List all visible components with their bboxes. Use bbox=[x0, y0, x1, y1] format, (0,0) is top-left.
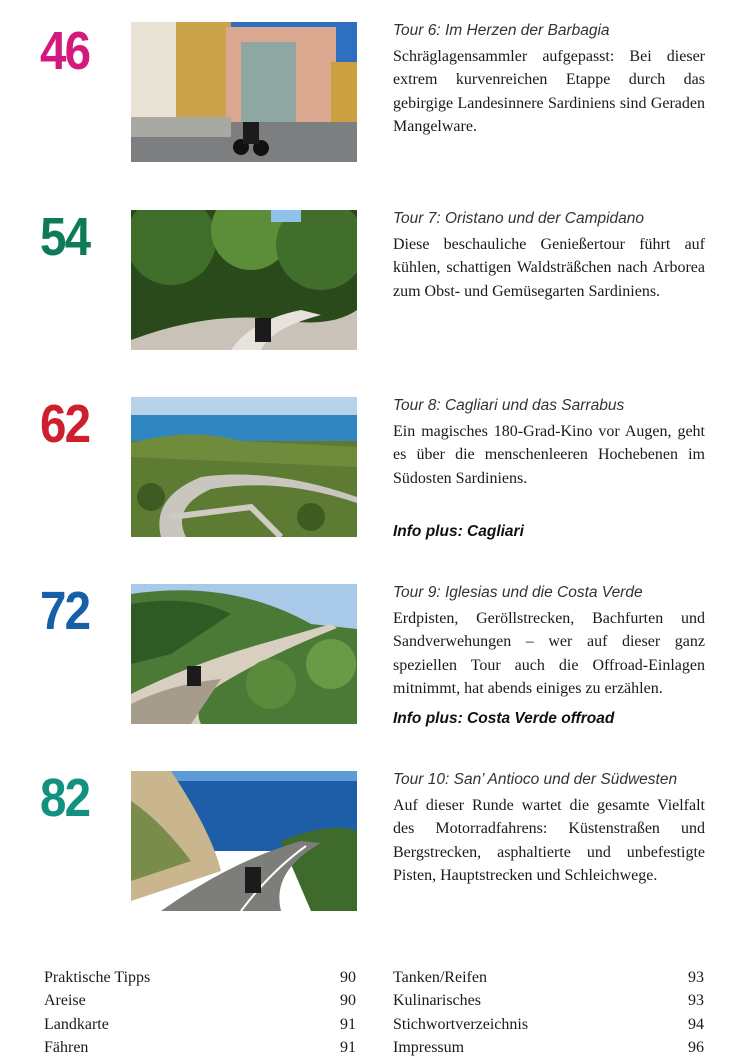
index-row[interactable] bbox=[44, 1013, 356, 1036]
index-row[interactable] bbox=[44, 989, 356, 1012]
index-label: Areise bbox=[44, 992, 86, 1010]
toc-entry-tour-7 bbox=[0, 207, 750, 360]
page-number: 82 bbox=[40, 768, 90, 828]
tour-8-photo[interactable] bbox=[131, 397, 357, 537]
tour-9-photo[interactable] bbox=[131, 584, 357, 724]
index-page: 96 bbox=[688, 1039, 704, 1057]
index-row[interactable] bbox=[44, 966, 356, 989]
index-row[interactable] bbox=[393, 966, 704, 989]
tour-title: Tour 9: Iglesias und die Costa Verde bbox=[393, 584, 643, 601]
appendix-index-right bbox=[393, 966, 704, 1060]
tour-8-text bbox=[393, 397, 705, 490]
toc-entry-tour-8 bbox=[0, 394, 750, 547]
index-label: Stichwortverzeichnis bbox=[393, 1015, 529, 1033]
page-number: 54 bbox=[40, 207, 90, 267]
tour-title: Tour 6: Im Herzen der Barbagia bbox=[393, 22, 610, 39]
toc-entry-tour-9 bbox=[0, 581, 750, 734]
index-row[interactable] bbox=[44, 1036, 356, 1059]
tour-description: Schräglagensammler aufgepasst: Bei dieser extrem kurvenreichen Etappe durch das gebirgige Landesinnere Sardiniens sind Geraden Mangelware. bbox=[393, 48, 705, 135]
page-number: 62 bbox=[40, 394, 90, 454]
index-row[interactable] bbox=[393, 1013, 704, 1036]
tour-description: Auf dieser Runde wartet die gesamte Vielfalt des Motorradfahrens: Küstenstraßen und Bergstrecken, asphaltierte und unbefestigte Pisten, Hauptstrecken und Schleichwege. bbox=[393, 797, 705, 884]
tour-7-photo[interactable] bbox=[131, 210, 357, 350]
tour-7-text bbox=[393, 210, 705, 303]
index-page: 91 bbox=[340, 1039, 356, 1057]
index-row[interactable] bbox=[393, 1036, 704, 1059]
index-page: 93 bbox=[688, 992, 704, 1010]
index-label: Landkarte bbox=[44, 1015, 109, 1033]
index-page: 94 bbox=[688, 1015, 704, 1033]
appendix-index-left bbox=[44, 966, 356, 1060]
tour-description: Erdpisten, Geröllstrecken, Bachfurten und Sandverwehungen – wer auf dieser ganz speziellen Tour auch die Offroad-Einlagen mitnimmt, hat abends einiges zu erzählen. bbox=[393, 610, 705, 697]
info-plus-cagliari: Info plus: Cagliari bbox=[393, 523, 524, 540]
index-page: 90 bbox=[340, 992, 356, 1010]
tour-6-text bbox=[393, 22, 705, 138]
index-row[interactable] bbox=[393, 989, 704, 1012]
index-label: Tanken/Reifen bbox=[393, 969, 487, 986]
index-label: Praktische Tipps bbox=[44, 969, 151, 986]
tour-10-photo[interactable] bbox=[131, 771, 357, 911]
index-label: Fähren bbox=[44, 1039, 89, 1057]
tour-title: Tour 10: San’ Antioco und der Südwesten bbox=[393, 771, 678, 788]
tour-title: Tour 7: Oristano und der Campidano bbox=[393, 210, 645, 227]
toc-entry-tour-10 bbox=[0, 768, 750, 921]
index-page: 90 bbox=[340, 969, 356, 986]
index-page: 91 bbox=[340, 1015, 356, 1033]
info-plus-costa-verde: Info plus: Costa Verde offroad bbox=[393, 710, 615, 727]
index-label: Kulinarisches bbox=[393, 992, 481, 1010]
index-page: 93 bbox=[688, 969, 704, 986]
tour-description: Ein magisches 180-Grad-Kino vor Augen, geht es über die menschenleeren Hochebenen im Südosten Sardiniens. bbox=[393, 423, 705, 487]
tour-9-text bbox=[393, 584, 705, 700]
page-number: 72 bbox=[40, 581, 90, 641]
tour-description: Diese beschauliche Genießertour führt auf kühlen, schattigen Waldsträßchen nach Arborea zum Obst- und Gemüsegarten Sardiniens. bbox=[393, 236, 705, 300]
toc-entry-tour-6 bbox=[0, 22, 750, 172]
index-label: Impressum bbox=[393, 1039, 465, 1057]
page-number: 46 bbox=[40, 21, 90, 81]
tour-10-text bbox=[393, 771, 705, 887]
tour-6-photo[interactable] bbox=[131, 22, 357, 162]
tour-title: Tour 8: Cagliari und das Sarrabus bbox=[393, 397, 625, 414]
